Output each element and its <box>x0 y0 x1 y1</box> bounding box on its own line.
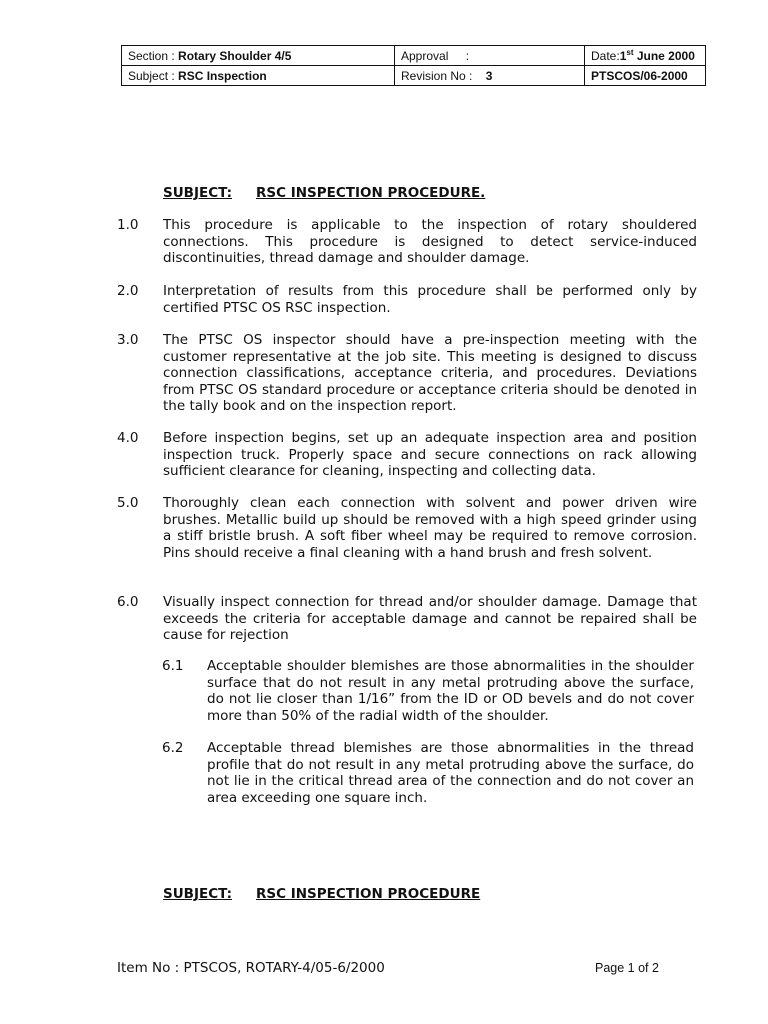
revision-label: Revision No : <box>401 68 473 83</box>
paragraph-number: 6.0 <box>117 594 139 610</box>
footer-item-no: Item No : PTSCOS, ROTARY-4/05-6/2000 <box>117 960 385 976</box>
doc-code: PTSCOS/06-2000 <box>591 68 688 83</box>
paragraph-text: Before inspection begins, set up an adequate inspection area and position inspection truck. Properly space and secure connections on rack allowing sufficient clearance for cleaning, inspecting and collecting data. <box>163 430 697 479</box>
paragraph-3 <box>117 332 697 415</box>
header-table <box>121 45 706 86</box>
date-cell <box>585 46 706 66</box>
paragraph-number: 4.0 <box>117 430 139 446</box>
subparagraph-6-1 <box>162 658 697 724</box>
paragraph-1 <box>117 217 697 267</box>
subject-heading-title: RSC INSPECTION PROCEDURE <box>256 886 481 902</box>
paragraph-number: 2.0 <box>117 283 139 299</box>
subparagraph-number: 6.2 <box>162 740 184 756</box>
subparagraph-text: Acceptable shoulder blemishes are those abnormalities in the shoulder surface that do not result in any metal protruding above the surface, do not lie closer than 1/16” from the ID or OD bevels and do not cover more than 50% of the radial width of the shoulder. <box>207 658 694 724</box>
subparagraph-text: Acceptable thread blemishes are those abnormalities in the thread profile that do not result in any metal protruding above the surface, do not lie in the critical thread area of the connection and do not cover an area exceeding one square inch. <box>207 740 694 806</box>
approval-colon: : <box>465 48 470 63</box>
paragraph-text: The PTSC OS inspector should have a pre-inspection meeting with the customer representative at the job site. This meeting is designed to discuss connection classifications, acceptance criteria, and procedures. Deviations from PTSC OS standard procedure or acceptance criteria should be denoted in the tally book and on the inspection report. <box>163 332 697 414</box>
section-value: Rotary Shoulder 4/5 <box>178 48 292 63</box>
subject-heading-top <box>163 185 485 201</box>
date-label: Date: <box>591 48 620 63</box>
approval-cell <box>395 46 585 66</box>
revision-cell <box>395 66 585 86</box>
header-row-2 <box>122 66 706 86</box>
section-label: Section : <box>128 48 175 63</box>
date-suffix: st <box>626 47 634 57</box>
approval-label: Approval <box>401 48 449 63</box>
paragraph-number: 1.0 <box>117 217 139 233</box>
paragraph-6 <box>117 594 697 644</box>
subject-heading-title: RSC INSPECTION PROCEDURE. <box>256 185 486 201</box>
paragraph-number: 5.0 <box>117 495 139 511</box>
subject-value: RSC Inspection <box>178 68 267 83</box>
paragraph-5 <box>117 495 697 561</box>
date-rest: June 2000 <box>633 48 695 63</box>
subject-cell <box>122 66 395 86</box>
paragraph-4 <box>117 430 697 480</box>
section-cell <box>122 46 395 66</box>
subparagraph-number: 6.1 <box>162 658 184 674</box>
paragraph-2 <box>117 283 697 316</box>
paragraph-text: Interpretation of results from this procedure shall be performed only by certified PTSC OS RSC inspection. <box>163 283 697 316</box>
paragraph-text: Thoroughly clean each connection with solvent and power driven wire brushes. Metallic build up should be removed with a high speed grinder using a stiff bristle brush. A soft fiber wheel may be required to remove corrosion. Pins should receive a final cleaning with a hand brush and fresh solvent. <box>163 495 697 561</box>
header-row-1 <box>122 46 706 66</box>
subject-heading-label: SUBJECT: <box>163 185 232 201</box>
subject-heading-label: SUBJECT: <box>163 886 232 902</box>
paragraph-text: This procedure is applicable to the inspection of rotary shouldered connections. This procedure is designed to detect service-induced discontinuities, thread damage and shoulder damage. <box>163 217 697 266</box>
doc-code-cell <box>585 66 706 86</box>
footer-page-number: Page 1 of 2 <box>595 961 659 975</box>
subject-label: Subject : <box>128 68 175 83</box>
revision-value: 3 <box>485 68 493 83</box>
paragraph-number: 3.0 <box>117 332 139 348</box>
subject-heading-bottom <box>163 886 480 902</box>
paragraph-text: Visually inspect connection for thread and/or shoulder damage. Damage that exceeds the criteria for acceptable damage and cannot be repaired shall be cause for rejection <box>163 594 697 643</box>
subparagraph-6-2 <box>162 740 697 806</box>
date-day: 1 <box>619 48 627 63</box>
